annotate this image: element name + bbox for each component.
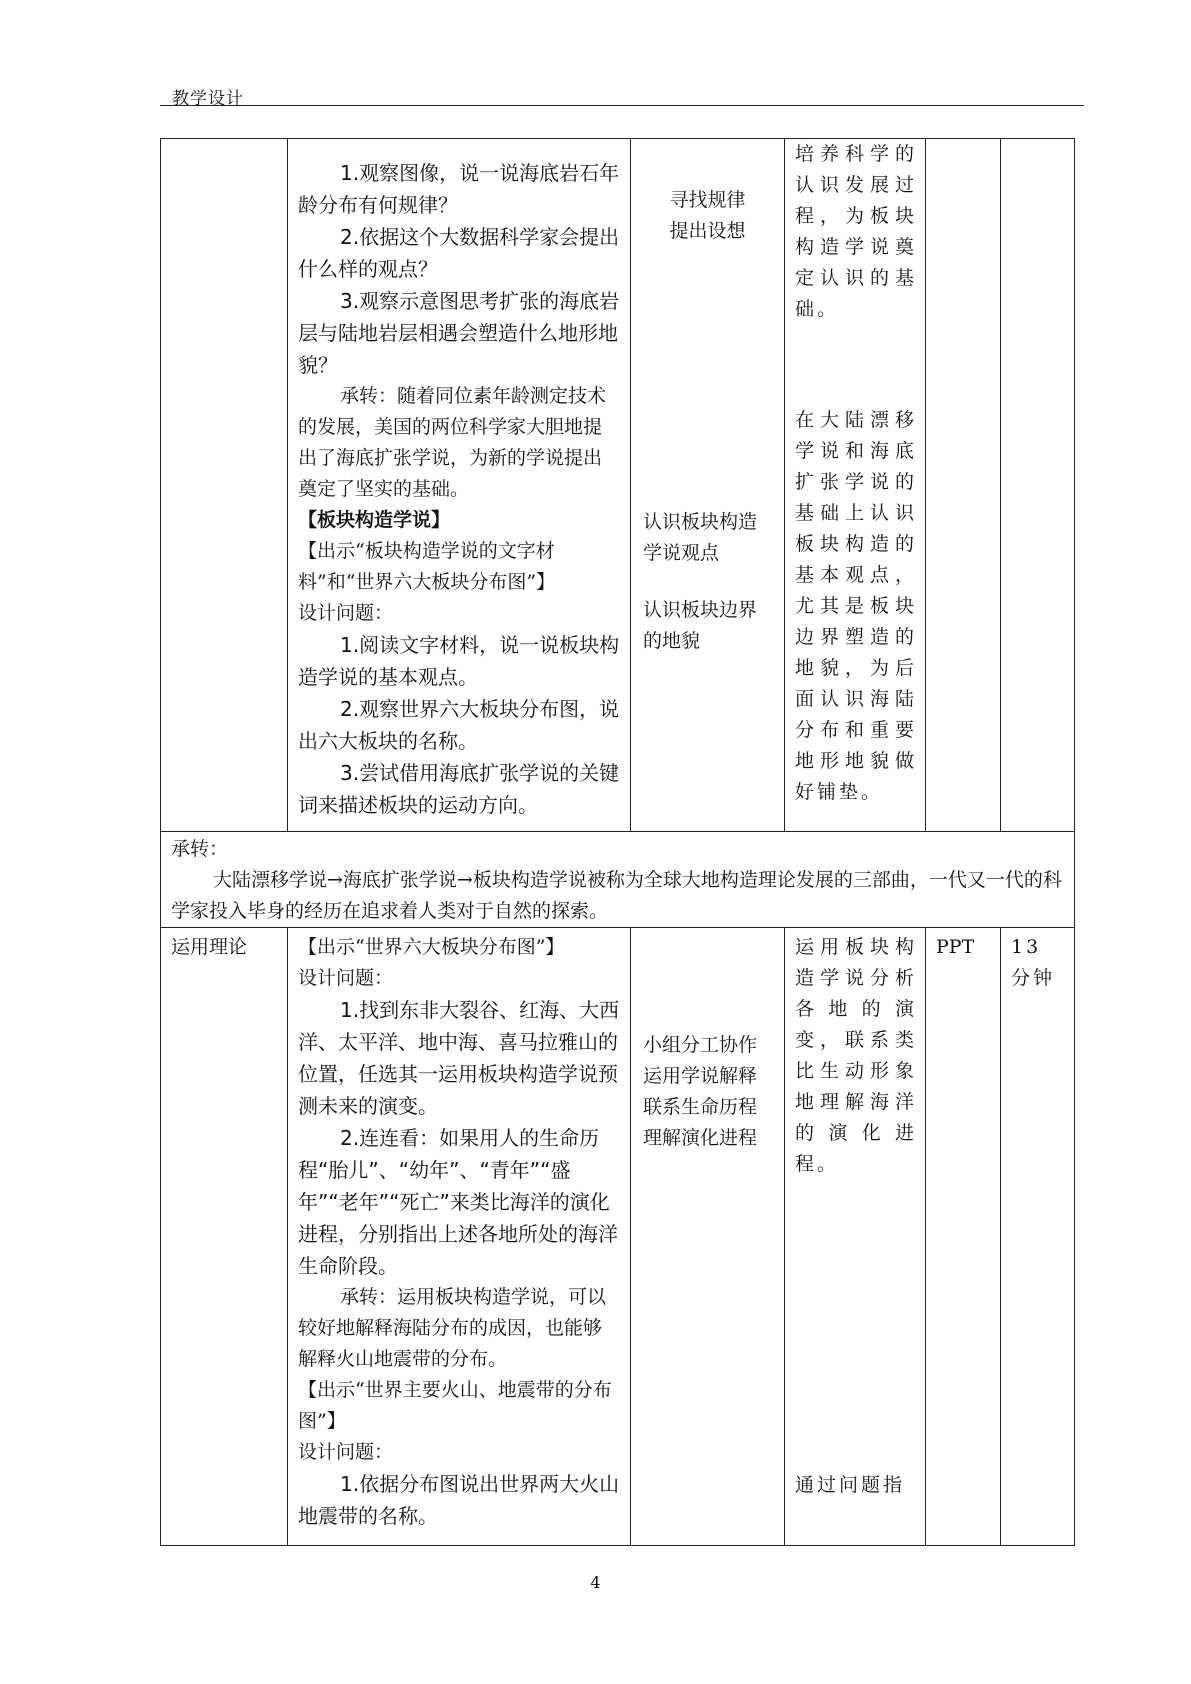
transition-text: 大陆漂移学说→海底扩张学说→板块构造学说被称为全球大地构造理论发展的三部曲，一代又一代的科学家投入毕身的经历在追求着人类对于自然的探索。	[171, 869, 1062, 922]
text-paragraph: 【板块构造学说】	[298, 509, 451, 531]
text-paragraph: 设计问题：	[298, 967, 394, 989]
table-row-apply-theory	[161, 928, 1075, 1546]
table-row-plate-theory	[161, 139, 1075, 832]
activity-line: 理解演化进程	[643, 1127, 758, 1149]
question-paragraph: 1.观察图像，说一说海底岩石年龄分布有何规律？	[298, 161, 620, 217]
time-cell	[1001, 139, 1075, 832]
question-paragraph: 1.找到东非大裂谷、红海、大西洋、太平洋、地中海、喜马拉雅山的位置，任选其一运用板块构造学说预测未来的演变。	[298, 998, 620, 1118]
time-label: 13 分钟	[1011, 936, 1056, 989]
activity-group	[631, 928, 784, 1154]
media-label: PPT	[936, 936, 975, 958]
header-title: 教学设计	[172, 89, 244, 109]
question-paragraph: 2.连连看：如果用人的生命历程“胎儿”、“幼年”、“青年”“盛年”“老年”“死亡”来类比海洋的演化进程，分别指出上述各地所处的海洋生命阶段。	[298, 1126, 618, 1278]
content-paragraphs	[288, 928, 630, 1532]
media-cell	[926, 139, 1001, 832]
text-paragraph: 设计问题：	[298, 1441, 394, 1463]
text-paragraph: 【出示“世界六大板块分布图”】	[298, 936, 565, 958]
text-paragraph: 设计问题：	[298, 602, 394, 624]
lesson-table	[160, 138, 1075, 1546]
table-row-transition	[161, 832, 1075, 928]
media-cell	[926, 928, 1001, 1546]
activity-group-1	[631, 139, 784, 247]
content-cell	[288, 928, 631, 1546]
time-cell	[1001, 928, 1075, 1546]
stage-cell	[161, 139, 288, 832]
intent-text: 运用板块构造学说分析各地的演变，联系类比生动形象地理解海洋的演化进程。	[795, 936, 917, 1175]
question-paragraph: 3.观察示意图思考扩张的海底岩层与陆地岩层相遇会塑造什么地形地貌？	[298, 289, 620, 377]
question-paragraph: 1.阅读文字材料，说一说板块构造学说的基本观点。	[298, 633, 620, 689]
intent-cell	[785, 928, 926, 1546]
text-paragraph: 承转：随着同位素年龄测定技术的发展，美国的两位科学家大胆地提出了海底扩张学说，为新的学说提出奠定了坚实的基础。	[298, 385, 607, 500]
header-rule	[160, 105, 1084, 106]
activity-line: 认识板块构造学说观点	[643, 511, 758, 564]
activity-group-2	[631, 247, 784, 569]
question-paragraph: 3.尝试借用海底扩张学说的关键词来描述板块的运动方向。	[298, 761, 620, 817]
question-paragraph: 2.观察世界六大板块分布图，说出六大板块的名称。	[298, 697, 620, 753]
activity-cell	[631, 139, 785, 832]
intent-cell	[785, 139, 926, 832]
text-paragraph: 【出示“世界主要火山、地震带的分布图”】	[298, 1379, 612, 1432]
stage-label: 运用理论	[171, 936, 248, 958]
page-number: 4	[590, 1573, 601, 1592]
intent-text-2: 在大陆漂移学说和海底扩张学说的基础上认识板块构造的基本观点，尤其是板块边界塑造的地貌，为后面认识海陆分布和重要地形地貌做好铺垫。	[795, 409, 917, 803]
intent-text: 培养科学的认识发展过程，为板块构造学说奠定认识的基础。	[795, 143, 917, 320]
activity-line: 运用学说解释	[643, 1065, 758, 1087]
transition-label: 承转：	[171, 838, 229, 860]
activity-line: 寻找规律	[669, 189, 746, 211]
transition-text-block	[161, 832, 1074, 927]
activity-line: 认识板块边界的地貌	[643, 599, 758, 652]
transition-cell	[161, 832, 1075, 928]
stage-cell	[161, 928, 288, 1546]
activity-cell	[631, 928, 785, 1546]
intent-text-2: 通过问题指	[795, 1474, 906, 1496]
activity-line: 提出设想	[669, 220, 746, 242]
content-cell	[288, 139, 631, 832]
text-paragraph: 【出示“板块构造学说的文字材料”和“世界六大板块分布图”】	[298, 540, 556, 593]
question-paragraph: 1.依据分布图说出世界两大火山地震带的名称。	[298, 1472, 620, 1528]
activity-line: 小组分工协作	[643, 1034, 758, 1056]
activity-line: 联系生命历程	[643, 1096, 758, 1118]
content-paragraphs	[288, 139, 630, 821]
activity-group-3	[631, 569, 784, 657]
text-paragraph: 承转：运用板块构造学说，可以较好地解释海陆分布的成因，也能够解释火山地震带的分布。	[298, 1286, 607, 1370]
question-paragraph: 2.依据这个大数据科学家会提出什么样的观点？	[298, 225, 620, 281]
